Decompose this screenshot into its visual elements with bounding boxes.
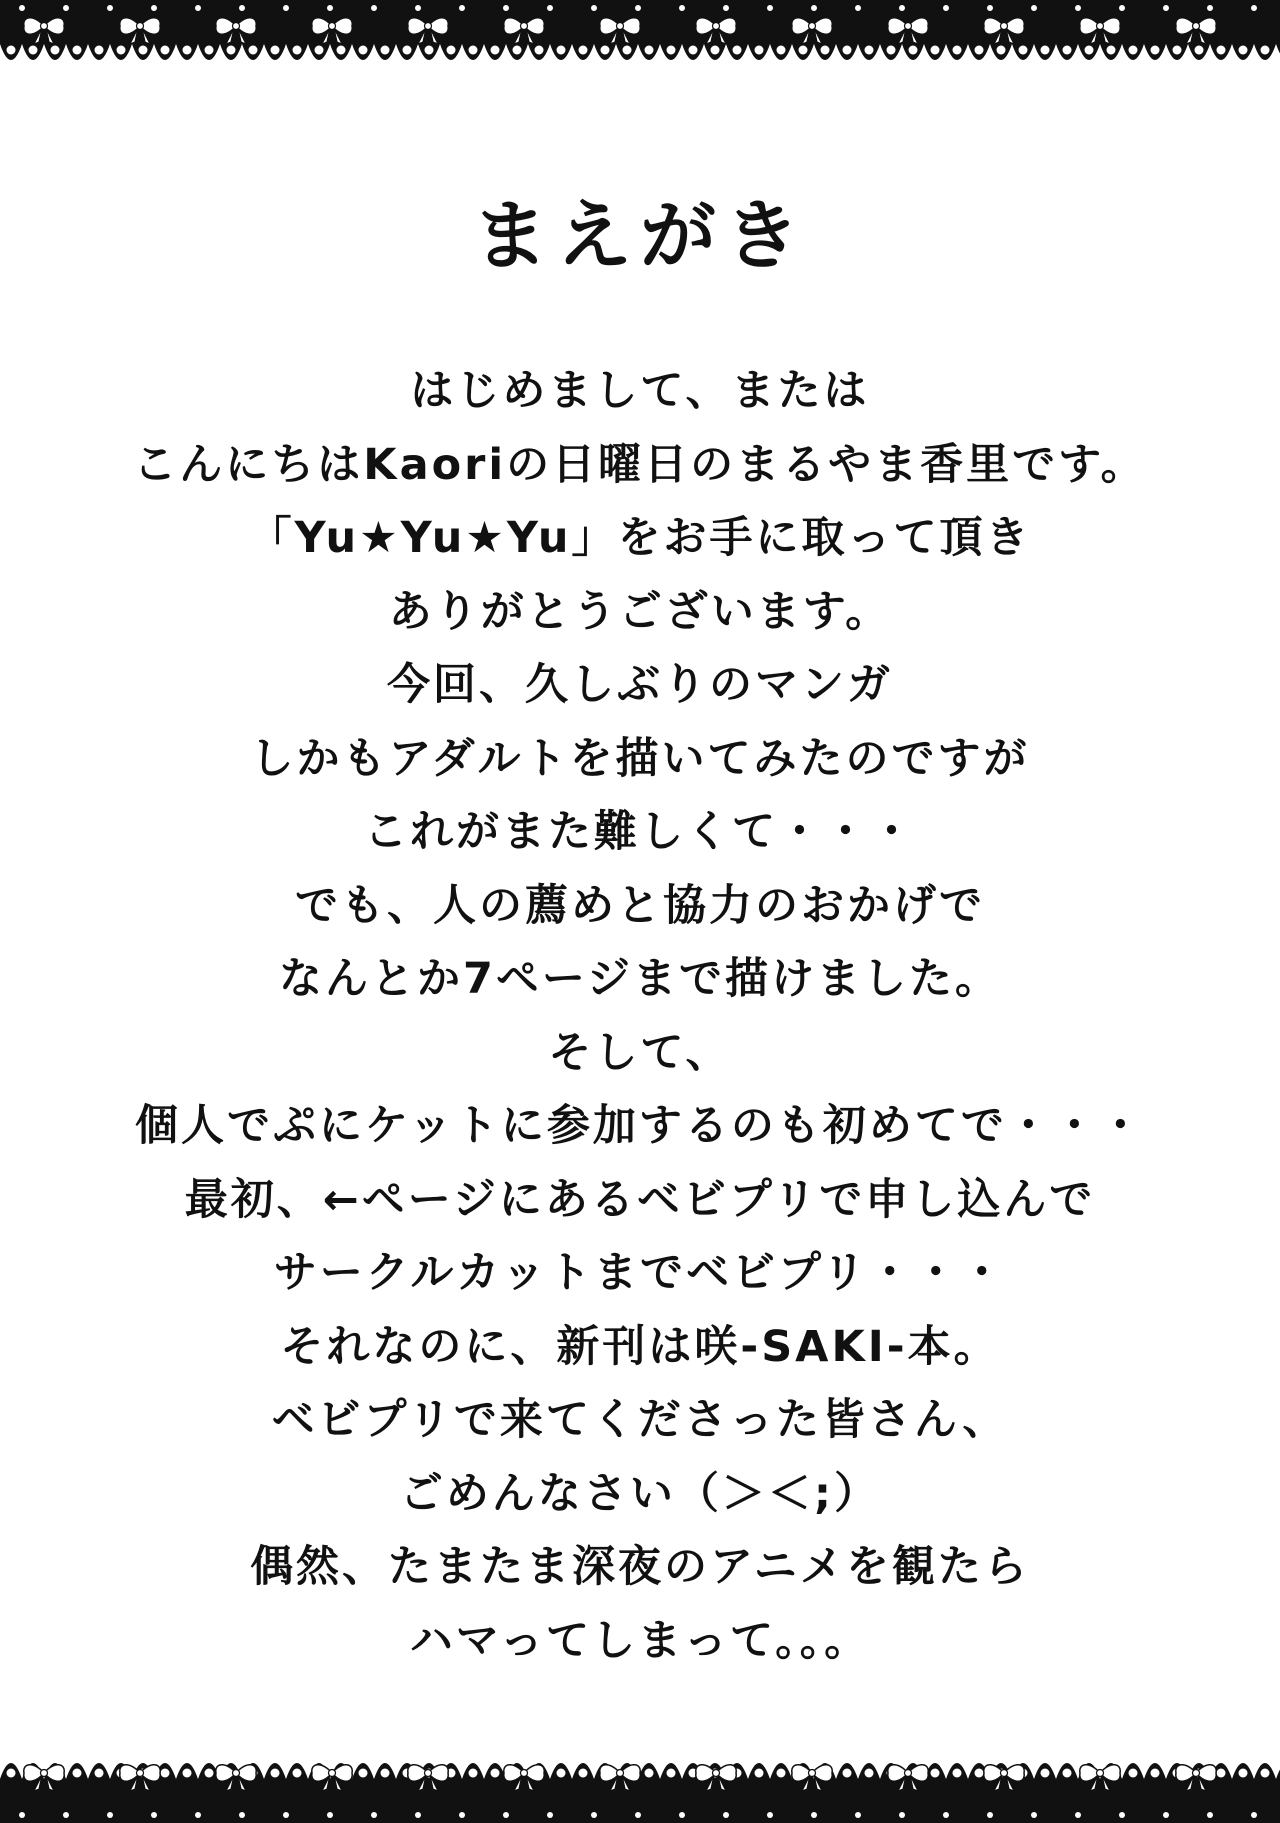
text-line: 偶然、たまたま深夜のアニメを観たら — [250, 1542, 1030, 1592]
text-line: ベビプリで来てくださった皆さん、 — [271, 1395, 1009, 1445]
text-line: ありがとうございます。 — [388, 586, 892, 637]
text-line: 「Yu★Yu★Yu」をお手に取って頂き — [248, 513, 1032, 563]
text-line: これがまた難しくて・・・ — [364, 807, 916, 857]
text-line: ハマってしまって。。。 — [409, 1615, 871, 1666]
text-line: 個人でぷにケットに参加するのも初めてで・・・ — [135, 1101, 1145, 1151]
text-line: でも、人の薦めと協力のおかげで — [295, 880, 985, 931]
text-line: 今回、久しぶりのマンガ — [387, 660, 893, 710]
text-line: それなのに、新刊は咲-SAKI-本。 — [280, 1321, 1000, 1372]
text-line: そして、 — [548, 1027, 732, 1078]
text-line: はじめまして、または — [410, 366, 870, 416]
text-line: なんとか7ページまで描けました。 — [278, 954, 1002, 1004]
text-line: サークルカットまでベビプリ・・・ — [273, 1248, 1007, 1298]
text-line: しかもアダルトを描いてみたのですが — [250, 733, 1030, 784]
foreword-text — [0, 355, 1280, 1678]
lace-border-top — [0, 0, 1280, 108]
page-number: 4 — [633, 1791, 647, 1816]
text-line: 最初、←ページにあるベビプリで申し込んで — [184, 1174, 1096, 1225]
text-line: ごめんなさい（＞＜;） — [399, 1468, 881, 1519]
page-title: まえがき — [472, 191, 808, 280]
text-line: こんにちはKaoriの日曜日のまるやま香里です。 — [133, 439, 1147, 490]
